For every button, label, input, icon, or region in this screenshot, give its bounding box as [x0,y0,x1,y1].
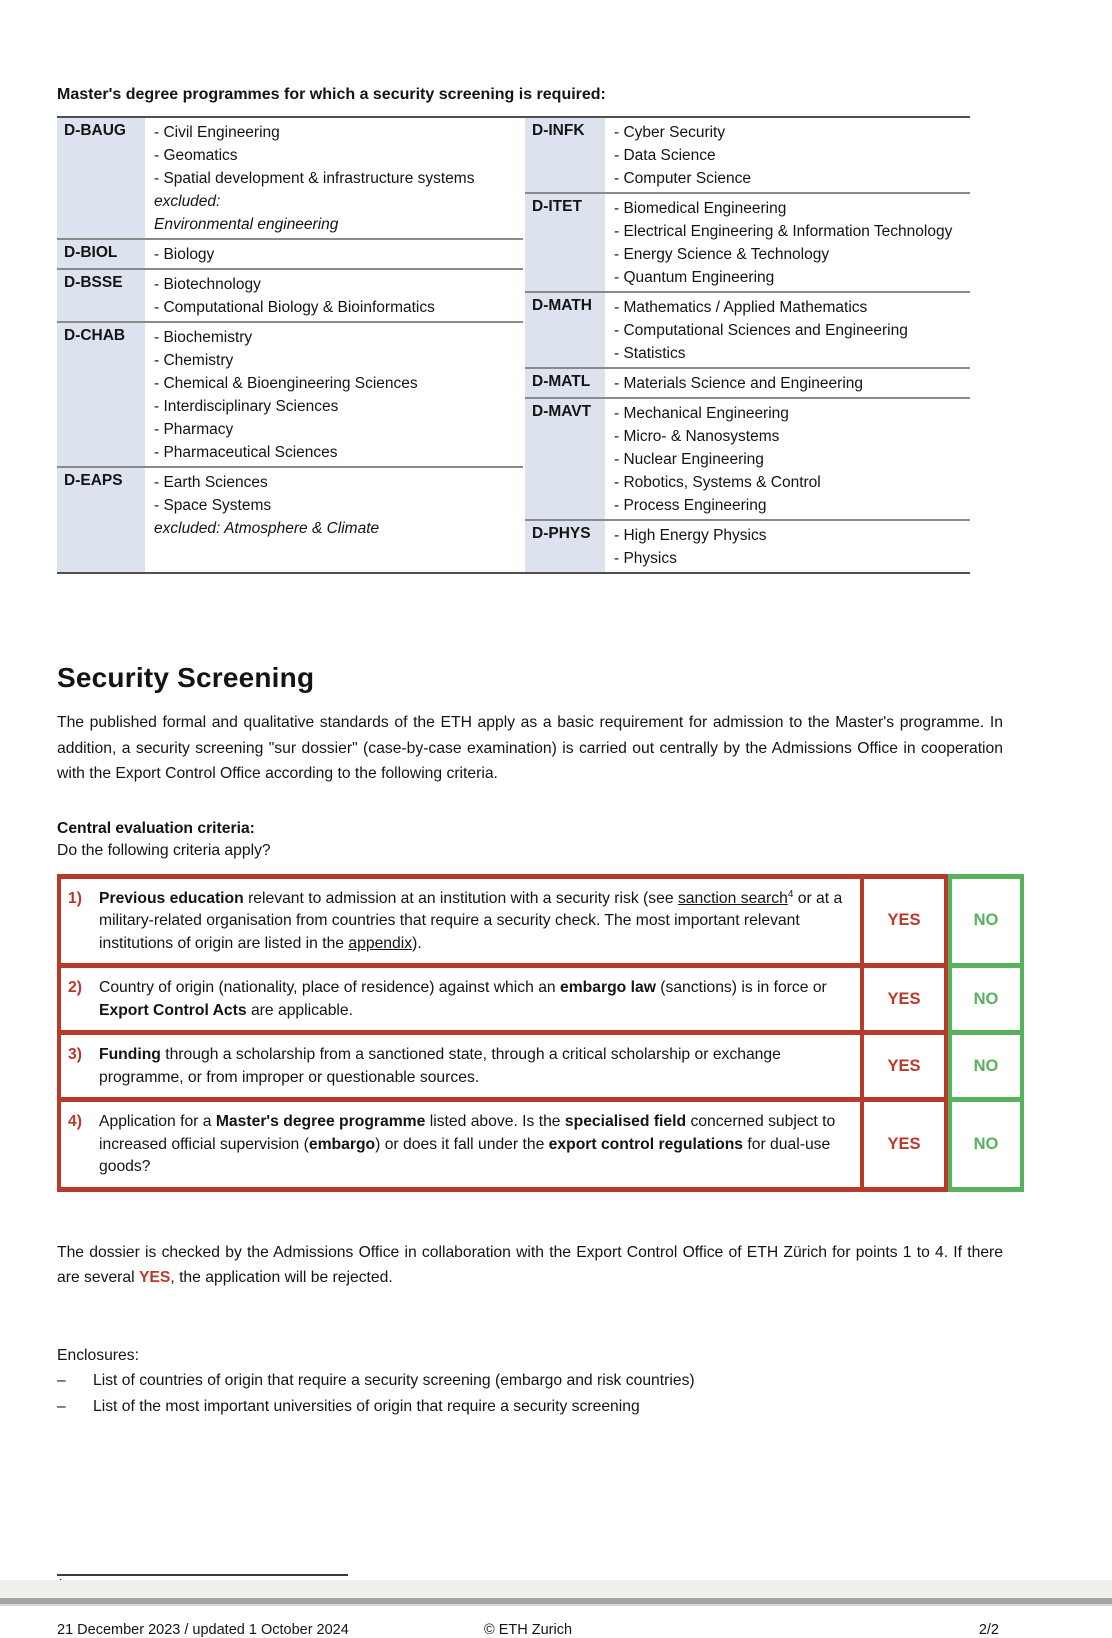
programme-line: - Biotechnology [154,276,261,293]
text-segment: for dual-use goods? [99,1135,831,1175]
programme-line: - Data Science [614,147,716,164]
programme-list [605,293,970,367]
criterion-number: 1) [68,889,82,907]
programme-line: - Nuclear Engineering [614,451,764,468]
programme-line: - Civil Engineering [154,124,280,141]
text-segment: relevant to admission at an institution with a security risk (see [243,889,678,907]
enclosure-text: List of countries of origin that require a security screening (embargo and risk countries) [93,1371,695,1389]
page-footer [57,1622,999,1638]
dossier-paragraph [57,1240,1003,1291]
programme-list [605,369,970,397]
programme-line: - Earth Sciences [154,474,268,491]
criterion-row [57,1102,1026,1192]
no-cell: NO [948,1102,1024,1192]
criterion-main-cell [57,874,860,969]
programme-line: excluded: [154,193,221,210]
yes-cell: YES [860,1035,948,1102]
text-segment: The dossier is checked by the Admissions Office in collaboration with the Export Control Office of ETH Zürich for points 1 to 4. If there are several [57,1243,1003,1286]
department-code: D-CHAB [57,323,145,466]
text-segment: Country of origin (nationality, place of residence) against which an [99,979,560,996]
programme-group [525,192,970,291]
programme-line: - Computer Science [614,170,751,187]
programme-line: - Statistics [614,345,686,362]
programme-line: - Computational Sciences and Engineering [614,322,908,339]
programme-line: - Interdisciplinary Sciences [154,398,339,415]
intro-paragraph: The published formal and qualitative standards of the ETH apply as a basic requirement for admission to the Master's programme. In addition, a security screening "sur dossier" (case-by-case examination) is carried out centrally by the Admissions Office in cooperation with the Export Control Office according to the following criteria. [57,714,1003,782]
department-code: D-BAUG [57,118,145,238]
programme-group [525,519,970,572]
programme-list [145,468,523,572]
programme-line: - Mathematics / Applied Mathematics [614,299,868,316]
programme-line: - Biochemistry [154,329,253,346]
yes-cell: YES [860,1102,948,1192]
text-segment: Previous education [99,889,244,907]
programme-list [145,118,523,238]
department-code: D-MAVT [525,399,605,519]
programme-line: Environmental engineering [154,216,339,233]
enclosures-section [57,1343,1057,1420]
criterion-row [57,1035,1026,1102]
programme-line: - Energy Science & Technology [614,246,830,263]
programme-group [57,268,523,321]
programme-line: - Chemistry [154,352,234,369]
programme-line: - Pharmacy [154,421,234,438]
text-segment: embargo [308,1135,376,1153]
programme-line: - Biomedical Engineering [614,200,787,217]
department-code: D-PHYS [525,521,605,572]
text-segment: export control regulations [548,1135,744,1153]
text-segment: or at a military-related organisation from countries that require a security check. The most important relevant institutions of origin are listed in the [99,889,843,952]
programme-line: - Robotics, Systems & Control [614,474,821,491]
text-segment: are applicable. [246,1001,353,1019]
yes-cell: YES [860,968,948,1035]
enclosures-list [57,1368,1057,1420]
no-cell: NO [948,1035,1024,1102]
programme-line: - Process Engineering [614,497,767,514]
text-segment: (sanctions) is in force or [655,979,827,996]
programme-line: - Quantum Engineering [614,269,775,286]
no-cell: NO [948,968,1024,1035]
criterion-main-cell [57,1035,860,1102]
programme-group [57,466,523,572]
department-code: D-EAPS [57,468,145,572]
programme-line: - Physics [614,550,677,567]
programme-list [145,240,523,268]
criterion-text [99,1044,846,1089]
text-segment: Export Control Acts [99,1001,247,1019]
programme-line: - Cyber Security [614,124,726,141]
programme-list [605,399,970,519]
text-segment: Master's degree programme [215,1113,426,1130]
footer-page-number: 2/2 [978,1621,999,1638]
criterion-text [99,1111,846,1179]
text-segment: Application for a [99,1113,216,1130]
programme-line: - Pharmaceutical Sciences [154,444,338,461]
department-code: D-INFK [525,118,605,192]
criterion-number: 4) [68,1113,82,1130]
text-segment: 4 [787,888,794,900]
department-code: D-MATH [525,293,605,367]
enclosure-text: List of the most important universities of origin that require a security screening [93,1397,640,1415]
programme-line: - Biology [154,246,215,263]
programme-line: - Chemical & Bioengineering Sciences [154,375,418,392]
programme-table [57,116,970,574]
department-code: D-BIOL [57,240,145,268]
page-title: Master's degree programmes for which a security screening is required: [57,86,606,103]
department-code: D-MATL [525,369,605,397]
criterion-row [57,968,1026,1035]
footer-date: 21 December 2023 / updated 1 October 2024 [57,1621,349,1638]
programme-group [57,321,523,466]
criterion-text [99,888,846,956]
no-cell: NO [948,874,1024,969]
programme-line: - Mechanical Engineering [614,405,789,422]
criterion-number: 2) [68,979,82,996]
programme-list [145,270,523,321]
page-bottom-shade [0,1580,1112,1598]
text-segment: concerned subject to increased official supervision ( [99,1113,836,1153]
criterion-text [99,977,846,1022]
enclosure-item [57,1394,1057,1420]
text-segment: YES [138,1269,171,1286]
programme-line: - Computational Biology & Bioinformatics [154,299,435,316]
programme-list [145,323,523,466]
programme-line: - Materials Science and Engineering [614,375,863,392]
criterion-main-cell [57,968,860,1035]
criterion-main-cell [57,1102,860,1192]
footer-copyright: © ETH Zurich [483,1621,573,1638]
list-dash: – [57,1371,66,1389]
programme-line: excluded: Atmosphere & Climate [154,520,380,537]
programme-line: - Electrical Engineering & Information Technology [614,223,953,240]
programme-line: - High Energy Physics [614,527,767,544]
inline-link[interactable]: sanction search [677,889,788,907]
criterion-row [57,874,1026,969]
list-dash: – [57,1397,66,1415]
programme-line: - Space Systems [154,497,272,514]
department-code: D-ITET [525,194,605,291]
programme-group [57,118,523,238]
programme-list [605,194,970,291]
section-heading: Security Screening [57,662,315,693]
text-segment: listed above. Is the [425,1113,565,1130]
programme-line: - Micro- & Nanosystems [614,428,780,445]
criteria-table [57,874,1026,1192]
text-segment: ) or does it fall under the [375,1135,549,1153]
programme-table-left-column [57,118,523,572]
enclosure-item [57,1368,1057,1394]
footnote-divider [57,1574,348,1576]
department-code: D-BSSE [57,270,145,321]
programme-list [605,118,970,192]
text-segment: , the application will be rejected. [170,1269,393,1286]
text-segment: ). [412,934,422,952]
programme-group [525,118,970,192]
programme-list [605,521,970,572]
programme-line: - Spatial development & infrastructure systems [154,170,475,187]
criteria-question: Do the following criteria apply? [57,841,271,859]
text-segment: specialised field [564,1113,687,1130]
inline-link[interactable]: appendix [348,934,413,952]
programme-group [525,397,970,519]
criteria-heading: Central evaluation criteria: [57,819,255,837]
yes-cell: YES [860,874,948,969]
text-segment: Funding [99,1046,161,1063]
criterion-number: 3) [68,1046,82,1063]
programme-table-right-column [525,118,970,572]
programme-group [525,291,970,367]
text-segment: through a scholarship from a sanctioned state, through a critical scholarship or exchange programme, or from improper or questionable sources. [99,1046,781,1086]
text-segment: embargo law [560,979,656,996]
enclosures-heading: Enclosures: [57,1346,139,1364]
programme-group [525,367,970,397]
programme-line: - Geomatics [154,147,238,164]
programme-group [57,238,523,268]
